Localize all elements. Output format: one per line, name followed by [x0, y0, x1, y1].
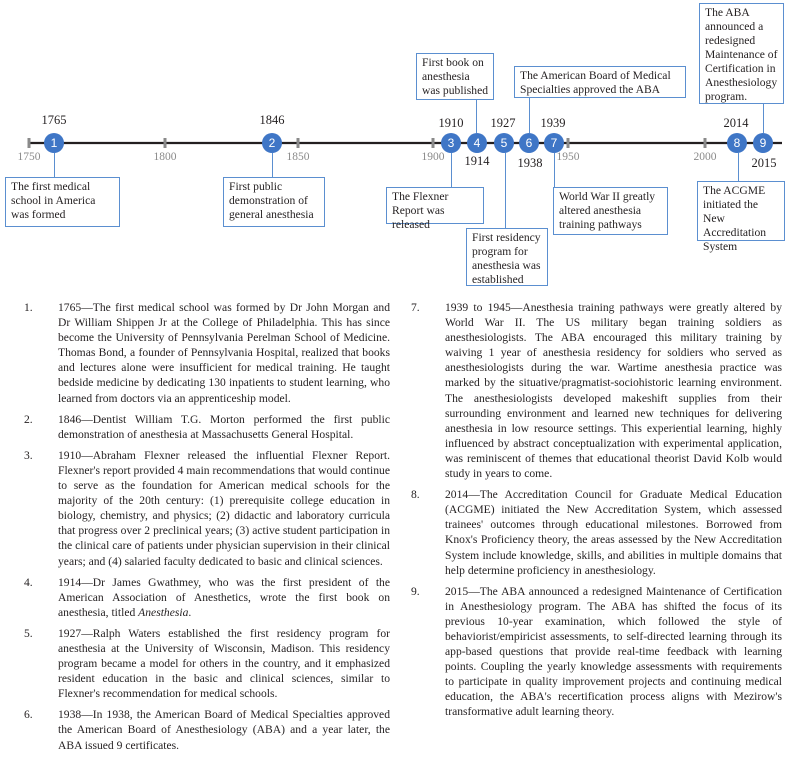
event-marker-8: 8 — [727, 133, 747, 153]
note-number: 3. — [24, 448, 33, 462]
note-number: 5. — [24, 626, 33, 640]
note-number: 2. — [24, 412, 33, 426]
note-item-7 — [407, 300, 782, 481]
event-box-5: First residency program for anesthesia was established — [466, 228, 548, 286]
note-number: 1. — [24, 301, 33, 314]
note-item-5 — [20, 626, 390, 701]
note-number: 7. — [411, 301, 420, 314]
note-text: 1939 to 1945—Anesthesia training pathways were greatly altered by World War II. The US military began training soldiers as anesthesiologists. The ABA encouraged this military training by waiving 1 year of anesthesia residency for soldiers who served as anesthesiologists during the war. Wartime anesthesia practice was marked by the situative/pragmatist-sociohistoric learning environment. The anesthesiologists developed makeshift supplies from their surrounding environment and learned new techniques for delivering anesthesia in low resource settings. This experiential learning, highly influenced by abstract conceptualization with experimental application, was reminiscent of themes that educational theorist David Kolb would study in years to come. — [445, 301, 782, 481]
connector-8 — [738, 153, 739, 181]
note-item-2 — [20, 412, 390, 442]
notes-column-left — [20, 300, 390, 759]
note-text: 1910—Abraham Flexner released the influential Flexner Report. Flexner's report provided 4 main recommendations that would continue to serve as the foundation for American medical schools for the majority of the 20th century: (1) prerequisite college education in biology, chemistry, and physics; (2) didactic and laboratory curricula that progress over 2 preclinical years; (3) active student participation in the clinical care of patients under physician supervision in their clinical years; and (4) salaried faculty dedicated to basic and clinical sciences. — [58, 448, 390, 568]
note-number: 6. — [24, 708, 33, 722]
year-label-1: 1765 — [41, 113, 67, 127]
note-number: 4. — [24, 575, 33, 589]
event-marker-1: 1 — [44, 133, 64, 153]
tick-label-1800: 1800 — [153, 151, 177, 163]
timeline — [0, 0, 798, 290]
event-marker-6: 6 — [519, 133, 539, 153]
note-item-3 — [20, 448, 390, 569]
year-label-2: 1846 — [259, 113, 285, 127]
note-text: 2015—The ABA announced a redesigned Maintenance of Certification in Anesthesiology program. The ABA has shifted the focus of its previous 10-year examination, which followed the style of behaviorist/empiricist assessments, to self-directed learning through its app-based questions that provide real-time feedback with learning points. Coupling the yearly knowledge assessments with requirements to participate in quality improvement projects and continuing medical education, the ABA's recertification process aligns with Mezirow's transformative adult learning theory. — [445, 584, 782, 719]
event-marker-3: 3 — [441, 133, 461, 153]
connector-2 — [272, 153, 273, 177]
tick-label-2000: 2000 — [693, 151, 717, 163]
connector-1 — [54, 153, 55, 177]
note-text: 1765—The first medical school was formed by Dr John Morgan and Dr William Shippen Jr at the College of Philadelphia. This has since become the University of Pennsylvania Perelman School of Medicine. Thomas Bond, a founder of Pennsylvania Hospital, realized that books and lectures alone were insufficient for medical training. He taught bedside medicine by dedicating 130 inpatients to student learning, who learned from doctors via an apprenticeship model. — [58, 301, 390, 405]
tick-label-1850: 1850 — [286, 151, 310, 163]
note-text: 1846—Dentist William T.G. Morton performed the first public demonstration of anesthesia at Massachusetts General Hospital. — [58, 412, 390, 441]
connector-3 — [451, 153, 452, 187]
tick-label-1950: 1950 — [556, 151, 580, 163]
event-box-2: First public demonstration of general anesthesia — [223, 177, 325, 227]
note-item-1 — [20, 300, 390, 406]
connector-6 — [529, 98, 530, 133]
event-box-7: World War II greatly altered anesthesia training pathways — [553, 187, 668, 235]
note-text: 1914—Dr James Gwathmey, who was the first president of the American Association of Anesthetics, wrote the first book on anesthesia, titled — [58, 575, 390, 619]
timeline-axis-svg — [0, 0, 798, 290]
event-marker-7: 7 — [544, 133, 564, 153]
connector-7 — [554, 153, 555, 187]
year-label-7: 1939 — [540, 116, 566, 130]
note-number: 9. — [411, 584, 420, 598]
event-box-4: First book on anesthesia was published — [416, 53, 494, 100]
note-item-8 — [407, 487, 782, 578]
tick-label-1900: 1900 — [421, 151, 445, 163]
year-label-9: 2015 — [751, 156, 777, 170]
year-label-4: 1914 — [464, 154, 490, 168]
event-box-3: The Flexner Report was released — [386, 187, 484, 224]
event-box-1: The first medical school in America was formed — [5, 177, 120, 227]
year-label-3: 1910 — [438, 116, 464, 130]
tick-label-1750: 1750 — [17, 151, 41, 163]
book-title: Anesthesia — [138, 605, 189, 619]
note-item-6 — [20, 707, 390, 752]
year-label-8: 2014 — [723, 116, 749, 130]
connector-4 — [476, 100, 477, 133]
notes-column-right — [407, 300, 782, 726]
event-marker-5: 5 — [494, 133, 514, 153]
connector-9 — [763, 104, 764, 133]
year-label-6: 1938 — [517, 156, 543, 170]
event-box-9: The ABA announced a redesigned Maintenance of Certification in Anesthesiology program. — [699, 3, 784, 104]
year-label-5: 1927 — [490, 116, 516, 130]
event-box-6: The American Board of Medical Specialties approved the ABA — [514, 66, 686, 98]
note-text: 1927—Ralph Waters established the first residency program for anesthesia at the University of Wisconsin, Madison. This residency program became a model for others in the country, and it emphasized resident education in the basic and clinical sciences, similar to Flexner's recommendation for medical schools. — [58, 626, 390, 701]
note-item-9 — [407, 584, 782, 720]
note-number: 8. — [411, 488, 420, 502]
event-marker-4: 4 — [467, 133, 487, 153]
connector-5 — [505, 153, 506, 228]
note-text: 1938—In 1938, the American Board of Medical Specialties approved the American Board of Anesthesiology (ABA) and a year later, the ABA issued 9 certificates. — [58, 708, 390, 752]
note-text-tail: . — [188, 605, 192, 619]
event-marker-9: 9 — [753, 133, 773, 153]
event-box-8: The ACGME initiated the New Accreditation System — [697, 181, 785, 241]
note-item-4 — [20, 575, 390, 620]
note-text: 2014—The Accreditation Council for Graduate Medical Education (ACGME) initiated the New Accreditation System, which assessed trainees' outcomes through educational milestones. Borrowed from Knox's Proficiency theory, the areas assessed by the New Accreditation System include knowledge, skills, and abilities in multiple domains that help determine proficiency in anesthesiology. — [445, 488, 782, 577]
event-marker-2: 2 — [262, 133, 282, 153]
